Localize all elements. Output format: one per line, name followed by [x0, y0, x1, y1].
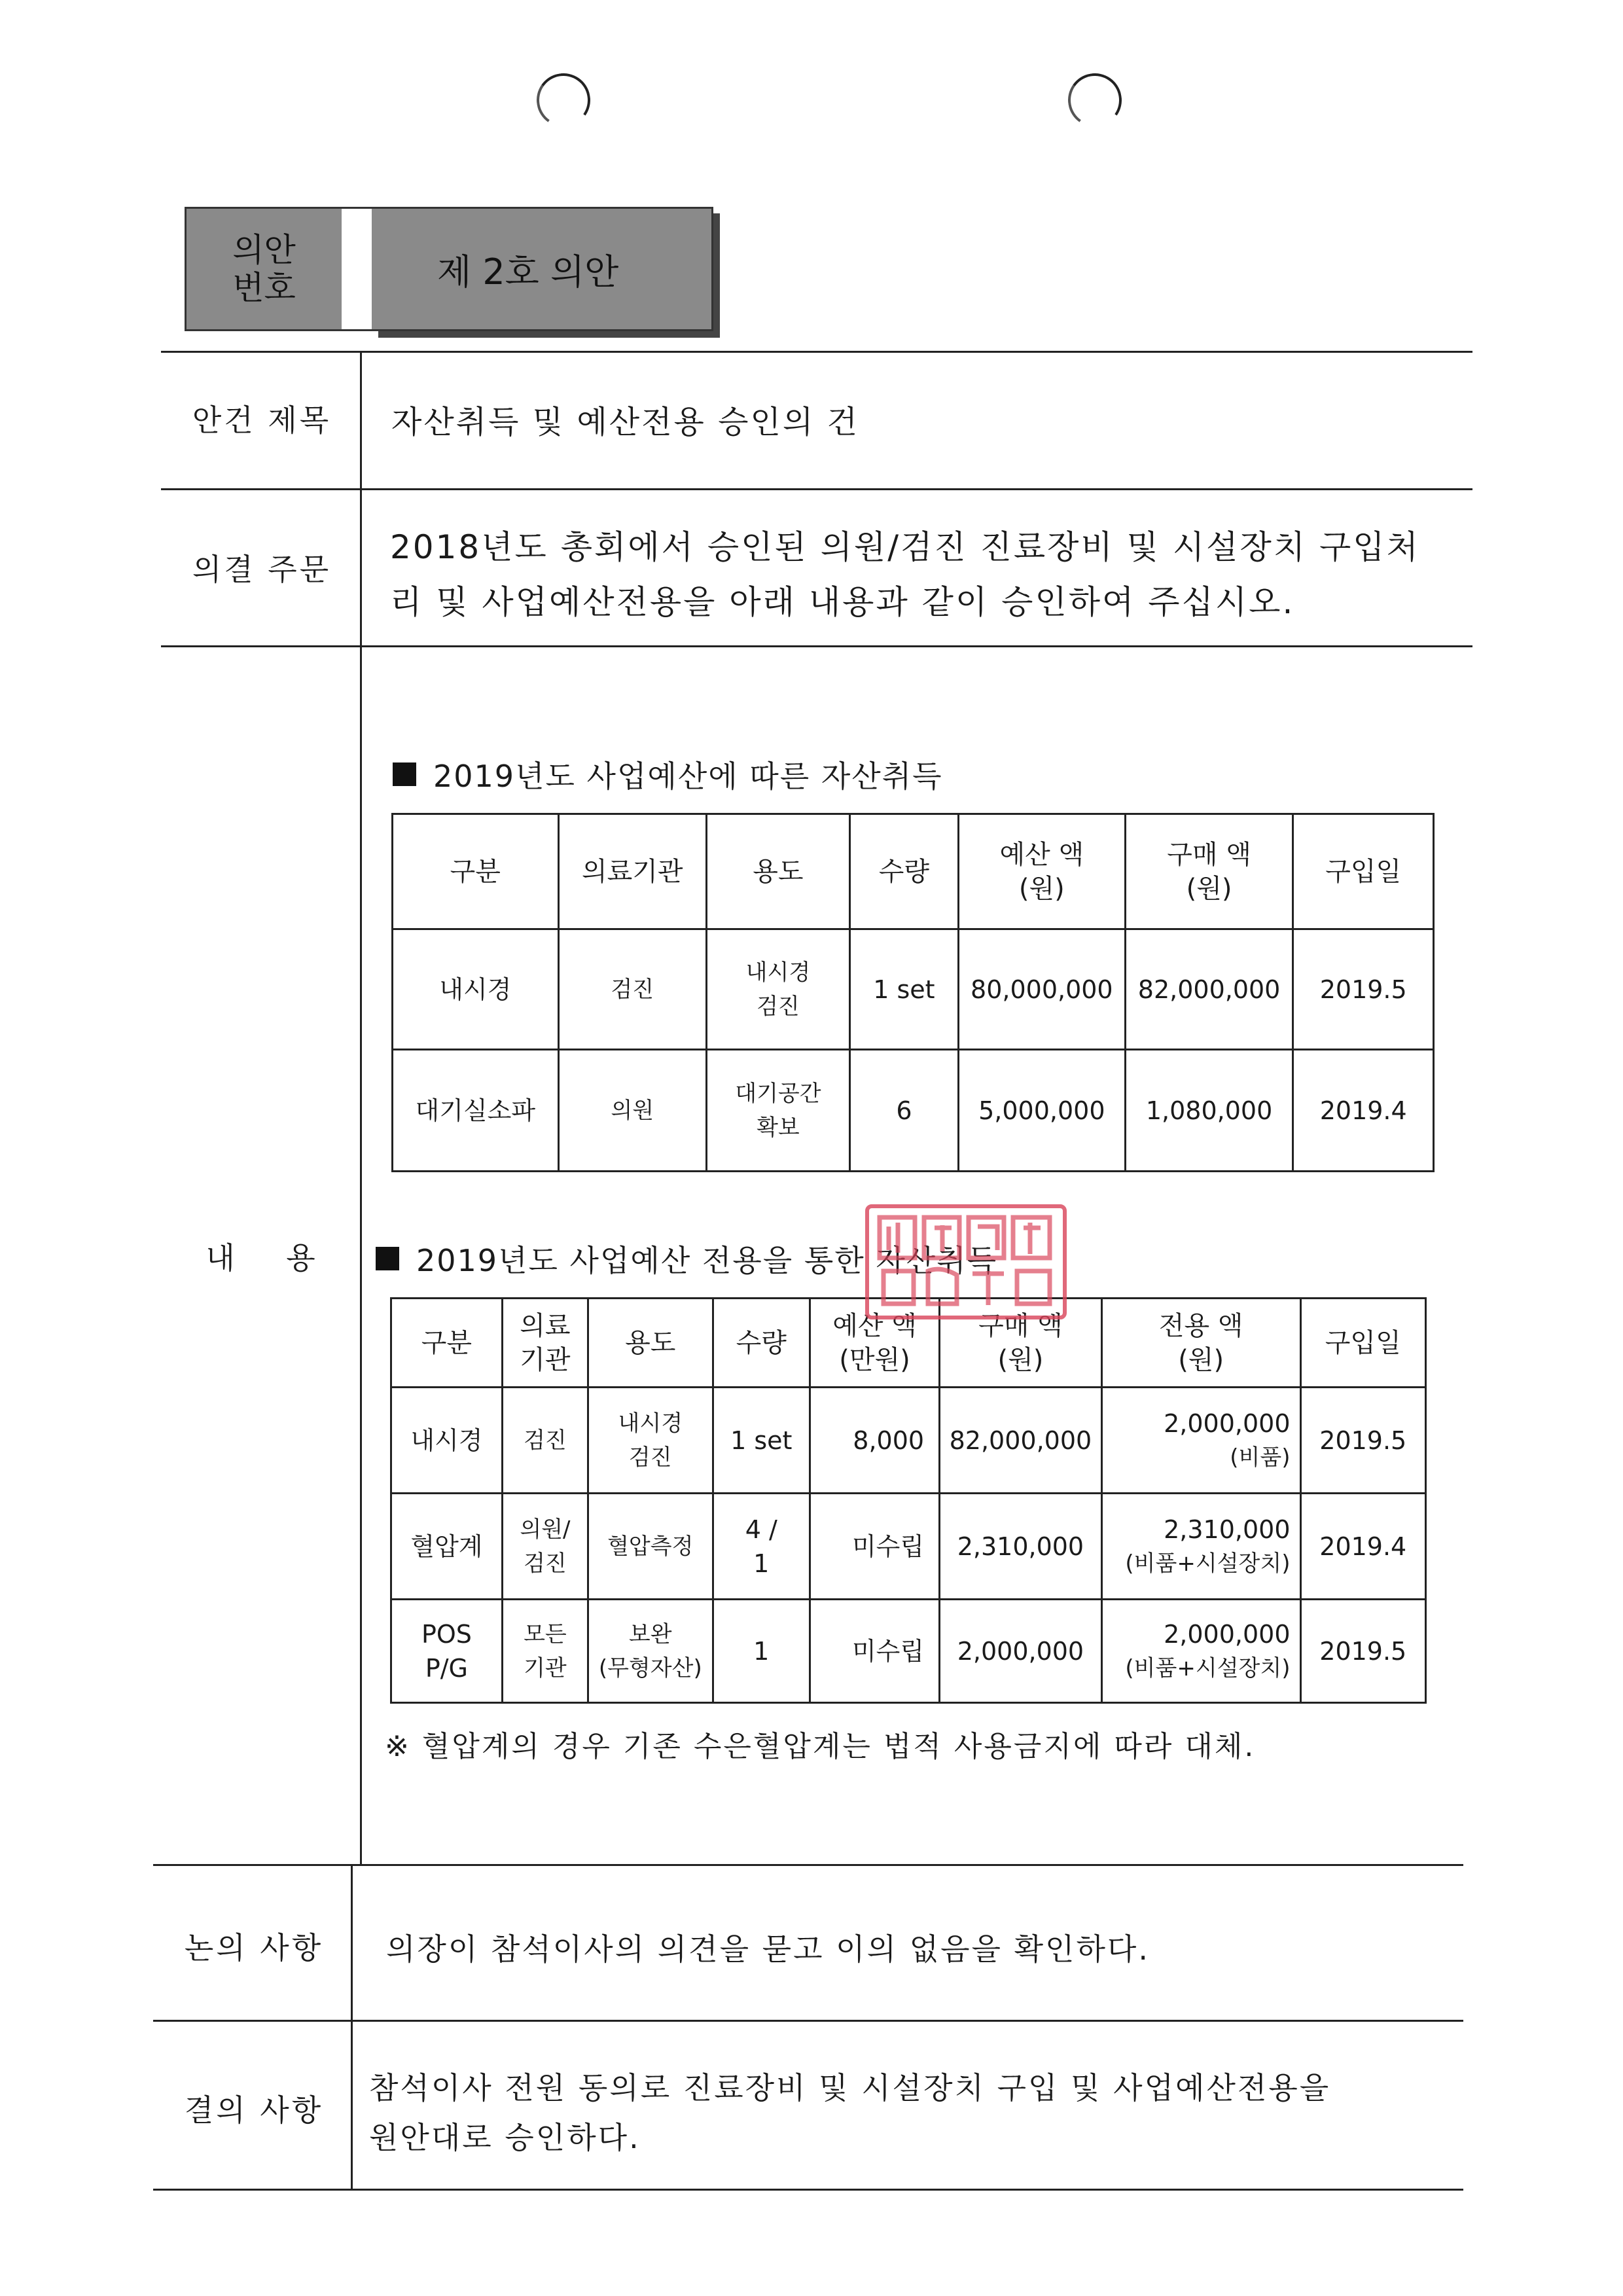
table1-cell: 80,000,000	[958, 929, 1125, 1050]
table1-header-budget	[958, 814, 1125, 929]
table2-header-purchase-line1: 구매 액	[978, 1310, 1063, 1341]
content-label: 내 용	[205, 1240, 318, 1276]
table2-cell: 혈압측정	[588, 1494, 713, 1600]
title-label: 안건 제목	[192, 403, 332, 438]
table2-header-date: 구입일	[1300, 1299, 1425, 1388]
table1-header-purchase-line1: 구매 액	[1167, 839, 1251, 870]
table2-cell-line: (비품+시설장치)	[1125, 1550, 1291, 1577]
table1-title-text: 2019년도 사업예산에 따른 자산취득	[433, 759, 943, 794]
table2-header-category: 구분	[391, 1299, 503, 1388]
table2-cell	[502, 1494, 588, 1600]
table2-cell	[713, 1494, 810, 1600]
table-row	[391, 1494, 1426, 1600]
table2-cell: 82,000,000	[940, 1388, 1102, 1494]
table1-header-date: 구입일	[1293, 814, 1434, 929]
table2-header-budget-line2: (만원)	[839, 1344, 910, 1375]
table2-cell	[502, 1600, 588, 1703]
agenda-number-label-line1: 의안	[232, 231, 296, 269]
table2-cell	[1101, 1494, 1300, 1600]
agenda-number-label	[185, 207, 342, 331]
table2-cell: 2019.5	[1300, 1600, 1425, 1703]
table2-cell-line: 검진	[524, 1550, 567, 1577]
table1-header-quantity: 수량	[849, 814, 958, 929]
title-value: 자산취득 및 예산전용 승인의 건	[391, 404, 859, 440]
table1-cell-line: 확보	[757, 1114, 800, 1141]
table2-header-institution-line2: 기관	[520, 1344, 571, 1375]
table1-cell: 대기실소파	[393, 1050, 559, 1172]
table2-cell-line: P/G	[425, 1653, 468, 1683]
official-seal-stamp	[865, 1204, 1067, 1319]
table1-header-institution: 의료기관	[558, 814, 706, 929]
table2-cell-line: 보완	[628, 1621, 672, 1647]
table1-cell: 검진	[558, 929, 706, 1050]
table2-cell: 1	[713, 1600, 810, 1703]
table-row	[391, 1600, 1426, 1703]
table2-header-institution-line1: 의료	[520, 1310, 571, 1341]
table1-header-purchase	[1125, 814, 1293, 929]
table2-header-purpose: 용도	[588, 1299, 713, 1388]
label-column-divider-upper	[360, 351, 362, 1864]
order-line1: 2018년도 총회에서 승인된 의원/검진 진료장비 및 시설장치 구입처	[390, 528, 1420, 566]
table1-header-purpose: 용도	[706, 814, 849, 929]
rule-title-bottom	[161, 488, 1472, 490]
table2-cell: 혈압계	[391, 1494, 503, 1600]
order-line2: 리 및 사업예산전용을 아래 내용과 같이 승인하여 주십시오.	[390, 583, 1295, 621]
table2-header-transfer-line2: (원)	[1178, 1344, 1224, 1375]
table2-cell: 검진	[502, 1388, 588, 1494]
table1-header-purchase-line2: (원)	[1186, 873, 1232, 904]
table1-header-category: 구분	[393, 814, 559, 929]
table1-cell: 2019.5	[1293, 929, 1434, 1050]
table2-cell: 2019.5	[1300, 1388, 1425, 1494]
table2-header-purchase-line2: (원)	[997, 1344, 1044, 1375]
table1-cell-line: 검진	[757, 993, 800, 1020]
table1-cell	[706, 929, 849, 1050]
table1-cell: 1,080,000	[1125, 1050, 1293, 1172]
table2-cell: 8,000	[810, 1388, 939, 1494]
table2-cell-line: 4 /	[745, 1515, 777, 1544]
agenda-number: 제 2호 의안	[372, 207, 713, 331]
table2-cell-line: (무형자산)	[598, 1655, 702, 1681]
table2-title-text: 2019년도 사업예산 전용을 통한 자산취득	[416, 1243, 998, 1278]
rule-top	[161, 351, 1472, 353]
table2-cell-line: 1	[753, 1549, 770, 1578]
table2-cell-line: (비품)	[1230, 1444, 1291, 1471]
table-row	[393, 929, 1434, 1050]
table1-cell-line: 내시경	[745, 959, 811, 986]
table2-cell-line: 모든	[524, 1621, 567, 1647]
table1-title	[393, 753, 943, 796]
table2	[390, 1297, 1427, 1704]
table2-cell-line: (비품+시설장치)	[1125, 1655, 1291, 1681]
table2-cell-line: 의원/	[520, 1516, 571, 1543]
table1-cell: 6	[849, 1050, 958, 1172]
table1	[391, 813, 1435, 1172]
table2-header-transfer-line1: 전용 액	[1158, 1310, 1243, 1341]
punch-hole-right	[1064, 69, 1126, 132]
rule-order-bottom	[161, 645, 1472, 647]
table2-header-transfer	[1101, 1299, 1300, 1388]
table1-header-budget-line2: (원)	[1018, 873, 1065, 904]
table2-cell: 2,000,000	[940, 1600, 1102, 1703]
table1-cell-line: 대기공간	[735, 1080, 821, 1107]
order-label: 의결 주문	[192, 552, 332, 587]
square-bullet-icon	[376, 1247, 399, 1270]
agenda-number-header	[185, 207, 713, 331]
square-bullet-icon	[393, 762, 416, 786]
table2-cell-line: 2,000,000	[1164, 1619, 1291, 1649]
table2-header-budget-line1: 예산 액	[832, 1310, 917, 1341]
seal-pattern-icon	[869, 1208, 1063, 1316]
table2-header-quantity: 수량	[713, 1299, 810, 1388]
table1-cell: 내시경	[393, 929, 559, 1050]
table2-cell: 미수립	[810, 1494, 939, 1600]
table2-cell	[588, 1600, 713, 1703]
table1-cell	[706, 1050, 849, 1172]
table1-cell: 82,000,000	[1125, 929, 1293, 1050]
table2-cell: 2,310,000	[940, 1494, 1102, 1600]
table1-cell: 5,000,000	[958, 1050, 1125, 1172]
table2-cell-line: 기관	[524, 1655, 567, 1681]
label-column-divider-lower	[351, 1864, 353, 2189]
table2-cell	[1101, 1388, 1300, 1494]
table2-header-institution	[502, 1299, 588, 1388]
table2-cell-line: 2,000,000	[1164, 1408, 1291, 1438]
resolution-label: 결의 사항	[184, 2092, 324, 2128]
header-gap	[342, 207, 372, 331]
resolution-line2: 원안대로 승인하다.	[369, 2120, 641, 2155]
rule-content-bottom	[153, 1864, 1463, 1866]
rule-bottom	[153, 2189, 1463, 2191]
punch-hole-left	[533, 69, 595, 132]
table2-cell: 2019.4	[1300, 1494, 1425, 1600]
rule-discussion-bottom	[153, 2020, 1463, 2022]
table2-cell-line: 내시경	[618, 1410, 683, 1437]
table1-cell: 1 set	[849, 929, 958, 1050]
table2-cell	[588, 1388, 713, 1494]
table1-cell: 2019.4	[1293, 1050, 1434, 1172]
table2-cell-line: POS	[421, 1619, 472, 1649]
table-row	[391, 1388, 1426, 1494]
agenda-number-label-line2: 번호	[232, 269, 296, 307]
table1-cell: 의원	[558, 1050, 706, 1172]
table2-cell: 1 set	[713, 1388, 810, 1494]
table2-cell	[391, 1600, 503, 1703]
discussion-label: 논의 사항	[184, 1930, 324, 1965]
table-row	[393, 1050, 1434, 1172]
table2-cell: 미수립	[810, 1600, 939, 1703]
table2-note: ※ 혈압계의 경우 기존 수은혈압계는 법적 사용금지에 따라 대체.	[385, 1730, 1256, 1763]
table2-cell-line: 2,310,000	[1164, 1515, 1291, 1544]
resolution-line1: 참석이사 전원 동의로 진료장비 및 시설장치 구입 및 사업예산전용을	[369, 2070, 1331, 2106]
table1-header-budget-line1: 예산 액	[999, 839, 1084, 870]
table2-cell-line: 검진	[628, 1444, 672, 1471]
discussion-value: 의장이 참석이사의 의견을 묻고 이의 없음을 확인하다.	[386, 1931, 1150, 1967]
table2-cell	[1101, 1600, 1300, 1703]
table2-cell: 내시경	[391, 1388, 503, 1494]
